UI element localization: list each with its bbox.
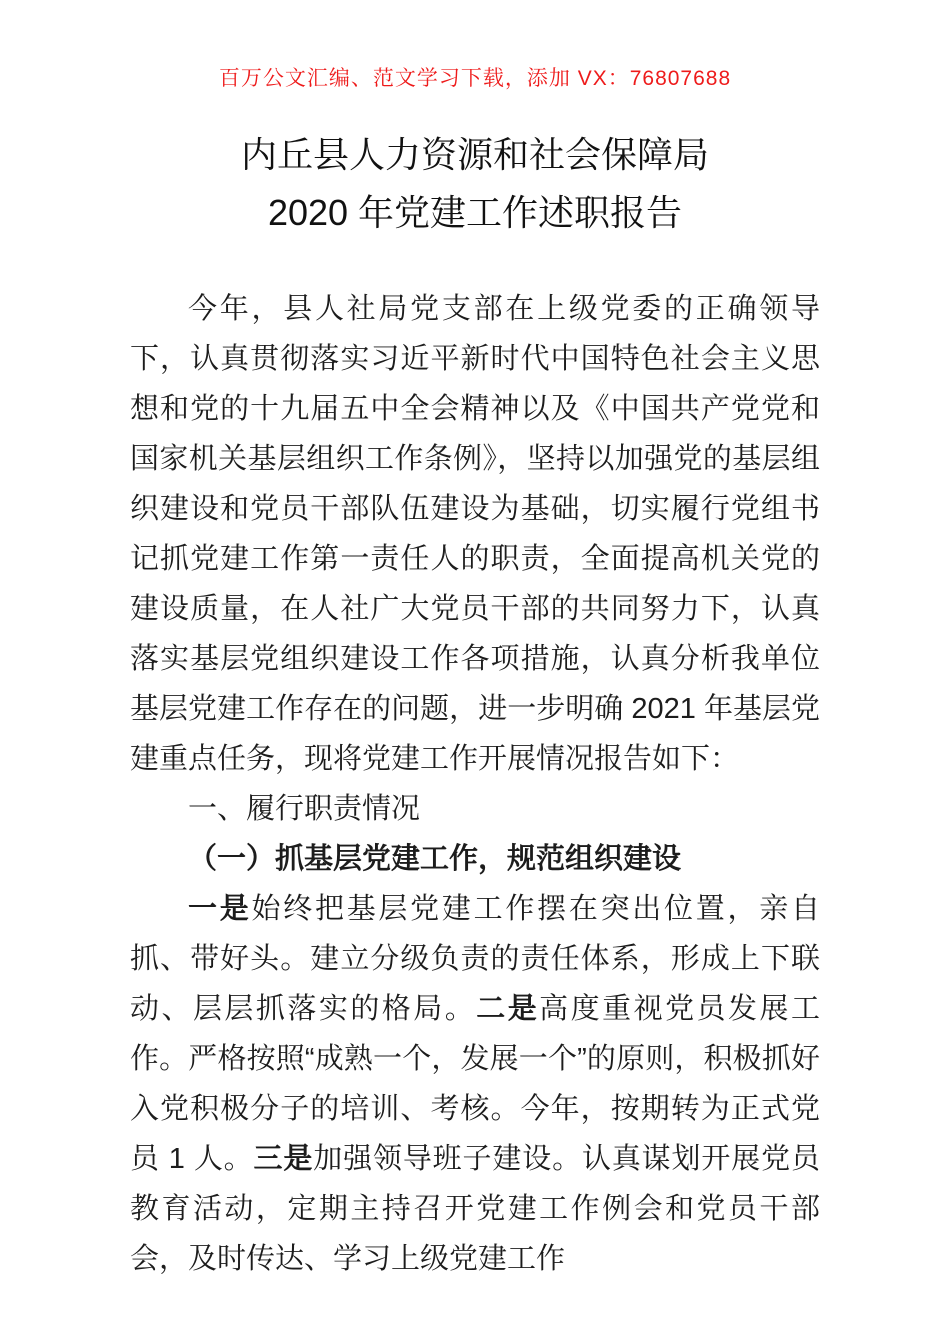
emphasis-run: 一是 bbox=[188, 893, 252, 925]
subsection-heading-1-1: （一）抓基层党建工作，规范组织建设 bbox=[188, 843, 682, 875]
emphasis-run: 二是 bbox=[476, 993, 540, 1025]
title-line-2: 2020 年党建工作述职报告 bbox=[267, 192, 683, 233]
text-run: 高度重视党员发展工作。严格按照“成熟一个，发展一个”的原则，积极抓好入党积极分子的培训、考核。今年，按期转为正式党员 1 人。 bbox=[130, 993, 820, 1175]
title-line-1: 内丘县人力资源和社会保障局 bbox=[240, 134, 709, 175]
subsection-paragraph bbox=[130, 884, 820, 1284]
intro-paragraph: 今年，县人社局党支部在上级党委的正确领导下，认真贯彻落实习近平新时代中国特色社会主义思想和党的十九届五中全会精神以及《中国共产党党和国家机关基层组织工作条例》，坚持以加强党的基层组织建设和党员干部队伍建设为基础，切实履行党组书记抓党建工作第一责任人的职责，全面提高机关党的建设质量，在人社广大党员干部的共同努力下，认真落实基层党组织建设工作各项措施，认真分析我单位基层党建工作存在的问题，进一步明确 2021 年基层党建重点任务，现将党建工作开展情况报告如下： bbox=[130, 293, 820, 775]
document-body bbox=[130, 284, 820, 1284]
section-heading-1: 一、履行职责情况 bbox=[188, 793, 421, 825]
document-title bbox=[0, 126, 950, 242]
emphasis-run: 三是 bbox=[253, 1143, 314, 1175]
text-run: 始终把基层党建工作摆在突出位置，亲自抓、带好头。建立分级负责的责任体系，形成上下联动、层层抓落实的格局。 bbox=[130, 893, 820, 1025]
watermark-header: 百万公文汇编、范文学习下载，添加 VX：76807688 bbox=[218, 67, 732, 90]
text-run: 加强领导班子建设。认真谋划开展党员教育活动，定期主持召开党建工作例会和党员干部会，及时传达、学习上级党建工作 bbox=[130, 1143, 820, 1275]
